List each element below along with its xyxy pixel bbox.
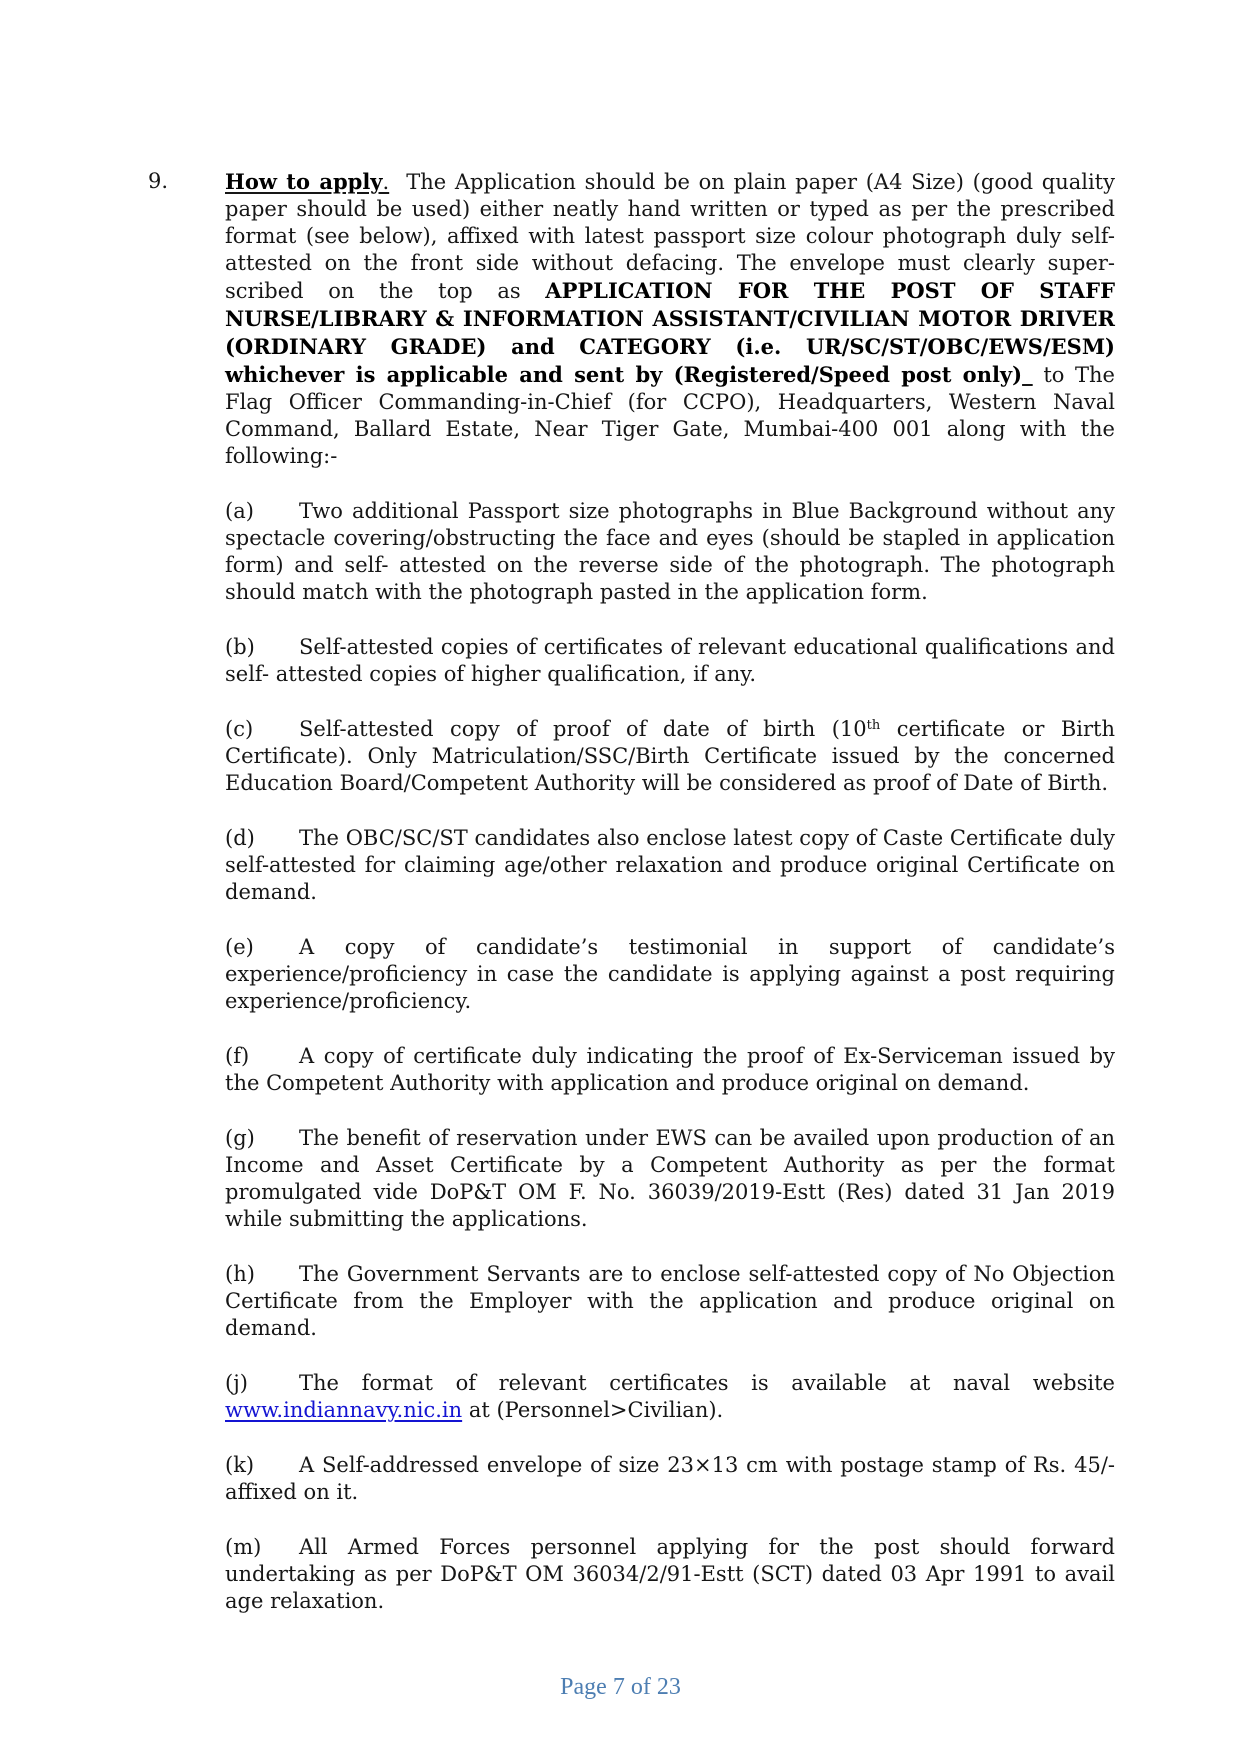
item-label: (d) bbox=[225, 826, 255, 850]
item-label: (g) bbox=[225, 1126, 255, 1150]
list-item-a bbox=[225, 498, 1115, 606]
page-footer bbox=[0, 1672, 1241, 1702]
item-text: A copy of certificate duly indicating the proof of Ex-Serviceman issued by the Competent Authority with application and produce original on demand. bbox=[225, 1044, 1115, 1095]
item-label: (b) bbox=[225, 635, 255, 659]
list-item-d bbox=[225, 825, 1115, 906]
naval-website-link[interactable]: www.indiannavy.nic.in bbox=[225, 1398, 463, 1422]
item-label: (e) bbox=[225, 935, 254, 959]
section-9-paragraph bbox=[148, 168, 1115, 470]
item-label: (a) bbox=[225, 499, 254, 523]
list-item-c bbox=[225, 716, 1115, 797]
item-text: Self-attested copy of proof of date of birth (10 bbox=[299, 717, 867, 741]
item-label: (m) bbox=[225, 1535, 262, 1559]
list-item-h bbox=[225, 1261, 1115, 1342]
list-item-b bbox=[225, 634, 1115, 688]
item-text: A Self-addressed envelope of size 23×13 cm with postage stamp of Rs. 45/- affixed on it. bbox=[225, 1453, 1115, 1504]
item-text: Self-attested copies of certificates of relevant educational qualifications and self- attested copies of higher qualification, if any. bbox=[225, 635, 1115, 686]
list-item-j bbox=[225, 1370, 1115, 1424]
item-text: certificate or Birth Certificate). Only Matriculation/SSC/Birth Certificate issued by the concerned Education Board/Competent Authority will be considered as proof of Date of Birth. bbox=[225, 717, 1115, 795]
item-text: A copy of candidate’s testimonial in support of candidate’s experience/proficiency in case the candidate is applying against a post requiring experience/proficiency. bbox=[225, 935, 1115, 1013]
section-heading-underline bbox=[225, 170, 394, 194]
list-item-f bbox=[225, 1043, 1115, 1097]
item-text: All Armed Forces personnel applying for the post should forward undertaking as per DoP&T OM 36034/2/91-Estt (SCT) dated 03 Apr 1991 to avail age relaxation. bbox=[225, 1535, 1115, 1613]
item-text: at (Personnel>Civilian). bbox=[462, 1398, 724, 1422]
item-label: (h) bbox=[225, 1262, 255, 1286]
list-item-g bbox=[225, 1125, 1115, 1233]
item-text: The OBC/SC/ST candidates also enclose latest copy of Caste Certificate duly self-attested for claiming age/other relaxation and produce original Certificate on demand. bbox=[225, 826, 1115, 904]
intro-bold-text: APPLICATION FOR THE POST OF STAFF NURSE/LIBRARY & INFORMATION ASSISTANT/CIVILIAN MOTOR DRIVER (ORDINARY GRADE) and CATEGORY (i.e. UR/SC/ST/OBC/EWS/ESM) whichever is applicable and sent by (Registered/Speed post only) bbox=[225, 278, 1115, 387]
superscript-th: th bbox=[866, 718, 881, 733]
intro-text-after: to The Flag Officer Commanding-in-Chief (for CCPO), Headquarters, Western Naval Command, Ballard Estate, Near Tiger Gate, Mumbai-400 001 along with the following:- bbox=[225, 363, 1115, 468]
page-number: Page 7 of 23 bbox=[560, 1674, 681, 1700]
underline-space bbox=[1022, 363, 1033, 387]
item-text: Two additional Passport size photographs in Blue Background without any spectacle covering/obstructing the face and eyes (should be stapled in application form) and self- attested on the reverse side of the photograph. The photograph should match with the photograph pasted in the application form. bbox=[225, 499, 1115, 604]
item-label: (k) bbox=[225, 1453, 255, 1477]
item-text: The format of relevant certificates is available at naval website bbox=[299, 1371, 1115, 1395]
heading-period: . bbox=[382, 170, 390, 194]
item-label: (c) bbox=[225, 717, 254, 741]
list-item-m bbox=[225, 1534, 1115, 1615]
section-heading: How to apply bbox=[225, 169, 383, 194]
section-number: 9. bbox=[148, 169, 169, 193]
item-label: (f) bbox=[225, 1044, 250, 1068]
intro-text: The Application should be on plain paper (A4 Size) (good quality paper should be used) either neatly hand written or typed as per the prescribed format (see below), affixed with latest passport size colour photograph duly self-attested on the front side without defacing. The envelope must clearly super-scribed on the top as bbox=[225, 170, 1115, 303]
list-item-k bbox=[225, 1452, 1115, 1506]
item-label: (j) bbox=[225, 1371, 248, 1395]
document-body bbox=[148, 168, 1115, 1643]
item-text: The benefit of reservation under EWS can be availed upon production of an Income and Asset Certificate by a Competent Authority as per the format promulgated vide DoP&T OM F. No. 36039/2019-Estt (Res) dated 31 Jan 2019 while submitting the applications. bbox=[225, 1126, 1115, 1231]
list-item-e bbox=[225, 934, 1115, 1015]
item-text: The Government Servants are to enclose self-attested copy of No Objection Certificate from the Employer with the application and produce original on demand. bbox=[225, 1262, 1115, 1340]
